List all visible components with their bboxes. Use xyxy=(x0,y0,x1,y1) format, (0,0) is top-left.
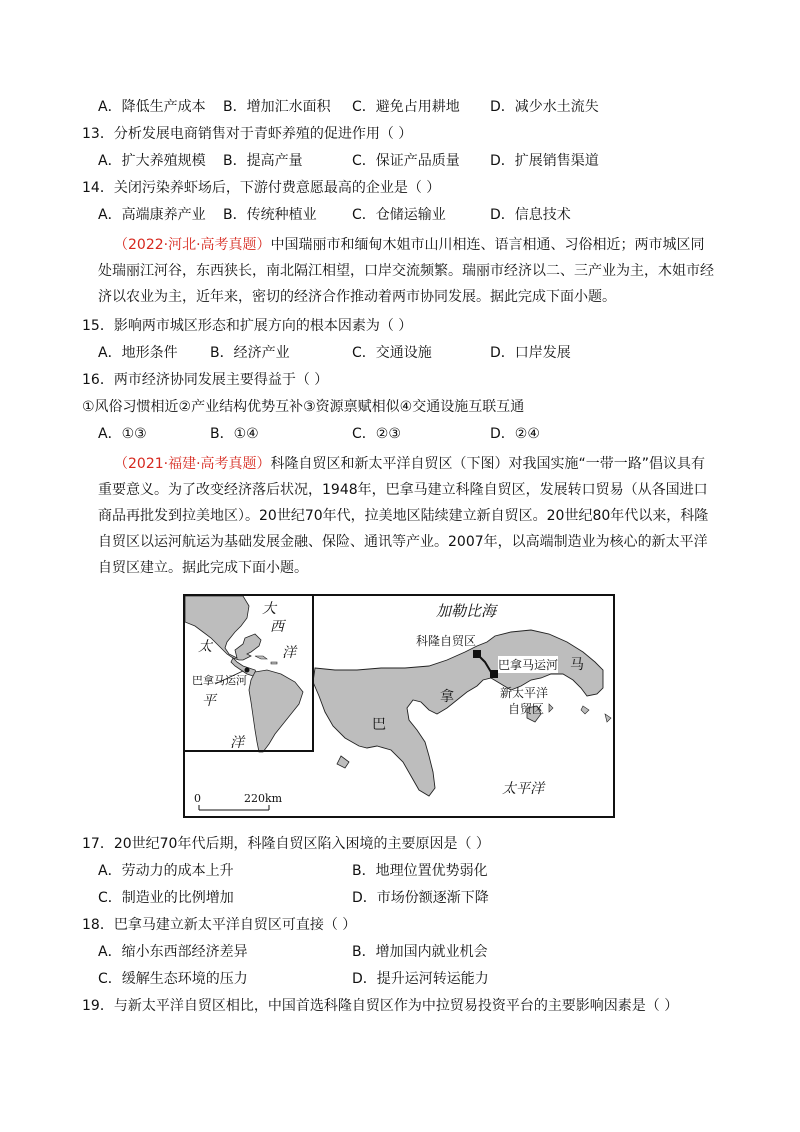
new-pacific-zone-label-2: 自贸区 xyxy=(508,702,545,716)
inset-pacific-1: 太 xyxy=(198,639,212,655)
q19-stem: 19．与新太平洋自贸区相比，中国首选科隆自贸区作为中拉贸易投资平台的主要影响因素是（ ） xyxy=(82,998,679,1014)
q16-option-d: D．②④ xyxy=(490,426,540,442)
q16-items: ①风俗习惯相近②产业结构优势互补③资源禀赋相似④交通设施互联互通 xyxy=(82,399,525,415)
q18-option-b: B．增加国内就业机会 xyxy=(352,944,488,960)
pacific-ocean-label: 太平洋 xyxy=(502,781,544,797)
q12-option-c: C．避免占用耕地 xyxy=(352,99,460,115)
new-pacific-zone-label-1: 新太平洋 xyxy=(500,686,549,700)
q16-stem: 16．两市经济协同发展主要得益于（ ） xyxy=(82,372,329,388)
q13-option-b: B．提高产量 xyxy=(223,153,303,169)
q15-option-c: C．交通设施 xyxy=(352,345,432,361)
q15-option-b: B．经济产业 xyxy=(210,345,290,361)
q17-option-c: C．制造业的比例增加 xyxy=(98,890,234,906)
inset-canal-label: 巴拿马运河 xyxy=(192,674,247,687)
passage-colon xyxy=(98,451,716,581)
inset-pacific-2: 平 xyxy=(202,693,216,709)
q18-option-d: D．提升运河转运能力 xyxy=(352,971,489,987)
passage-text: 科隆自贸区和新太平洋自贸区（下图）对我国实施“一带一路”倡议具有重要意义。为了改变经济落后状况，1948年，巴拿马建立科隆自贸区，发展转口贸易（从各国进口商品再批发到拉美地区）。20世纪70年代，拉美地区陆续建立新自贸区。20世纪80年代以来，科隆自贸区以运河航运为基础发展金融、保险、通讯等产业。2007年，以高端制造业为核心的新太平洋自贸区建立。据此完成下面小题。 xyxy=(98,456,709,576)
q15-option-a: A．地形条件 xyxy=(98,345,178,361)
passage-text: 中国瑞丽市和缅甸木姐市山川相连、语言相通、习俗相近；两市城区同处瑞丽江河谷，东西狭长，南北隔江相望，口岸交流频繁。瑞丽市经济以二、三产业为主，木姐市经济以农业为主，近年来，密切的经济合作推动着两市协同发展。据此完成下面小题。 xyxy=(98,237,714,305)
q17-option-d: D．市场份额逐渐下降 xyxy=(352,890,489,906)
q16-option-c: C．②③ xyxy=(352,426,401,442)
country-label-na: 拿 xyxy=(440,689,454,705)
panama-land xyxy=(313,630,603,796)
q13-option-d: D．扩展销售渠道 xyxy=(490,153,599,169)
q18-option-c: C．缓解生态环境的压力 xyxy=(98,971,248,987)
panama-map-graphic xyxy=(185,596,613,816)
q18-stem: 18．巴拿马建立新太平洋自贸区可直接（ ） xyxy=(82,917,357,933)
q18-option-a: A．缩小东西部经济差异 xyxy=(98,944,248,960)
q15-stem: 15．影响两市城区形态和扩展方向的根本因素为（ ） xyxy=(82,318,413,334)
island xyxy=(605,714,611,722)
q14-option-a: A．高端康养产业 xyxy=(98,207,206,223)
q16-option-a: A．①③ xyxy=(98,426,147,442)
country-label-ba: 巴 xyxy=(372,717,386,733)
inset-south-america xyxy=(249,670,303,752)
q14-option-d: D．信息技术 xyxy=(490,207,571,223)
inset-caribbean-islands xyxy=(255,656,277,664)
q13-stem: 13．分析发展电商销售对于青虾养殖的促进作用（ ） xyxy=(82,126,413,142)
inset-pacific-3: 洋 xyxy=(230,735,244,751)
island xyxy=(581,706,589,714)
q16-option-b: B．①④ xyxy=(210,426,259,442)
passage-ruili xyxy=(98,232,716,310)
q12-option-a: A．降低生产成本 xyxy=(98,99,206,115)
scale-distance-label: 220km xyxy=(244,792,283,805)
inset-atlantic-2: 西 xyxy=(270,619,284,635)
panama-canal-label: 巴拿马运河 xyxy=(498,658,559,672)
country-label-ma: 马 xyxy=(570,657,584,673)
scale-zero-label: 0 xyxy=(194,792,201,805)
q14-option-c: C．仓储运输业 xyxy=(352,207,446,223)
source-tag: （2021·福建·高考真题） xyxy=(114,456,271,472)
q13-option-c: C．保证产品质量 xyxy=(352,153,460,169)
q14-option-b: B．传统种植业 xyxy=(223,207,317,223)
panama-map xyxy=(183,594,615,818)
q17-option-a: A．劳动力的成本上升 xyxy=(98,863,234,879)
q12-option-d: D．减少水土流失 xyxy=(490,99,599,115)
inset-atlantic-3: 洋 xyxy=(282,645,296,661)
q15-option-d: D．口岸发展 xyxy=(490,345,571,361)
island xyxy=(549,704,553,712)
source-tag: （2022·河北·高考真题） xyxy=(114,237,271,253)
q12-option-b: B．增加汇水面积 xyxy=(223,99,331,115)
q17-stem: 17．20世纪70年代后期，科隆自贸区陷入困境的主要原因是（ ） xyxy=(82,836,490,852)
q17-option-b: B．地理位置优势弱化 xyxy=(352,863,488,879)
caribbean-sea-label: 加勒比海 xyxy=(436,602,497,620)
inset-north-america xyxy=(185,596,261,660)
inset-atlantic-1: 大 xyxy=(262,601,276,617)
q13-option-a: A．扩大养殖规模 xyxy=(98,153,206,169)
island xyxy=(337,756,349,768)
colon-zone-label: 科隆自贸区 xyxy=(416,634,477,648)
q14-stem: 14．关闭污染养虾场后，下游付费意愿最高的企业是（ ） xyxy=(82,180,441,196)
